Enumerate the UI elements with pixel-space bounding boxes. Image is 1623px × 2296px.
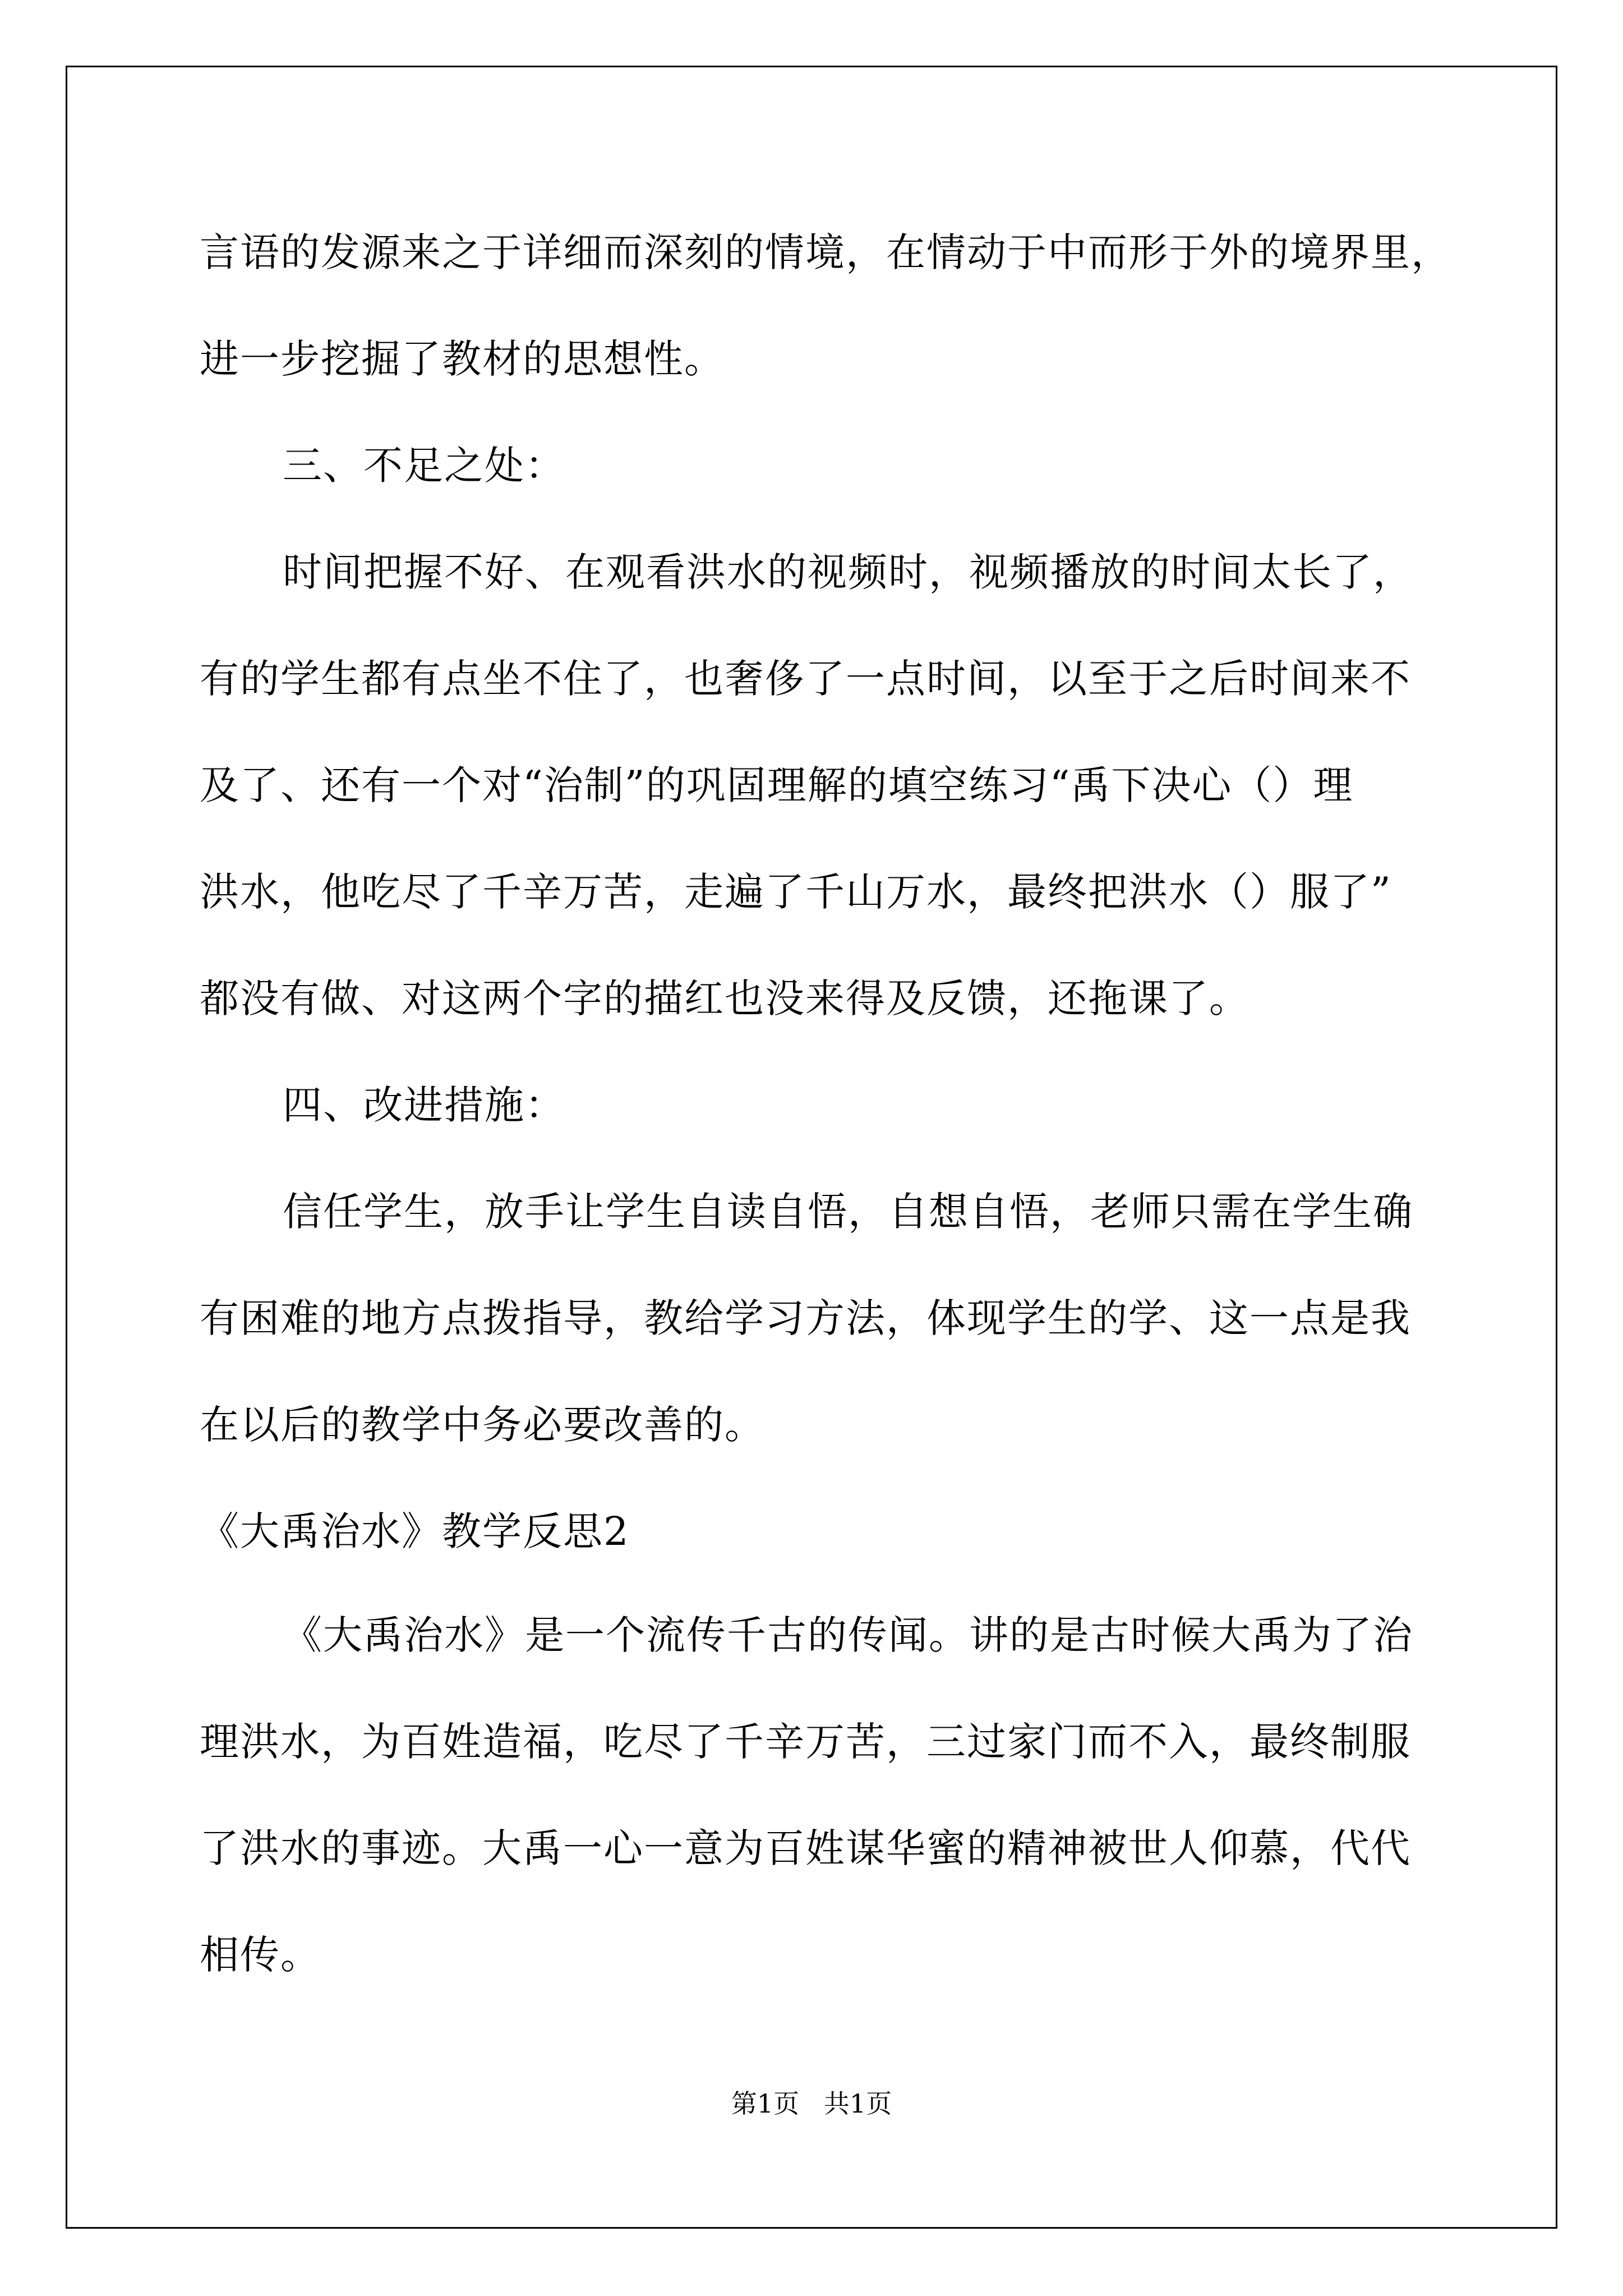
text-line: 在以后的教学中务必要改善的。 (200, 1402, 765, 1448)
document-body (200, 219, 1451, 2028)
text-line: 信任学生，放手让学生自读自悟，自想自悟，老师只需在学生确 (283, 1189, 1413, 1235)
text-line: 洪水，他吃尽了千辛万苦，走遍了千山万水，最终把洪水（）服了” (200, 869, 1392, 915)
text-line: 及了、还有一个对“治制”的巩固理解的填空练习“禹下决心（）理 (200, 762, 1354, 808)
section-heading: 四、改进措施： (283, 1082, 565, 1128)
section-heading: 三、不足之处： (283, 443, 565, 489)
text-line: 了洪水的事迹。大禹一心一意为百姓谋华蜜的精神被世人仰慕，代代 (200, 1825, 1411, 1871)
text-line: 理洪水，为百姓造福，吃尽了千辛万苦，三过家门而不入，最终制服 (200, 1719, 1411, 1765)
text-line: 有困难的地方点拨指导，教给学习方法，体现学生的学、这一点是我 (200, 1295, 1411, 1341)
text-line: 有的学生都有点坐不住了，也奢侈了一点时间，以至于之后时间来不 (200, 656, 1411, 702)
text-line: 都没有做、对这两个字的描红也没来得及反馈，还拖课了。 (200, 976, 1249, 1022)
text-line: 言语的发源来之于详细而深刻的情境，在情动于中而形于外的境界里， (200, 229, 1451, 275)
text-line: 时间把握不好、在观看洪水的视频时，视频播放的时间太长了， (283, 549, 1413, 595)
text-line: 进一步挖掘了教材的思想性。 (200, 336, 725, 382)
text-line: 相传。 (200, 1932, 321, 1978)
article-title: 《大禹治水》教学反思2 (200, 1508, 630, 1554)
text-line: 《大禹治水》是一个流传千古的传闻。讲的是古时候大禹为了治 (283, 1612, 1413, 1658)
page-number-footer: 第1页 共1页 (731, 2088, 892, 2119)
